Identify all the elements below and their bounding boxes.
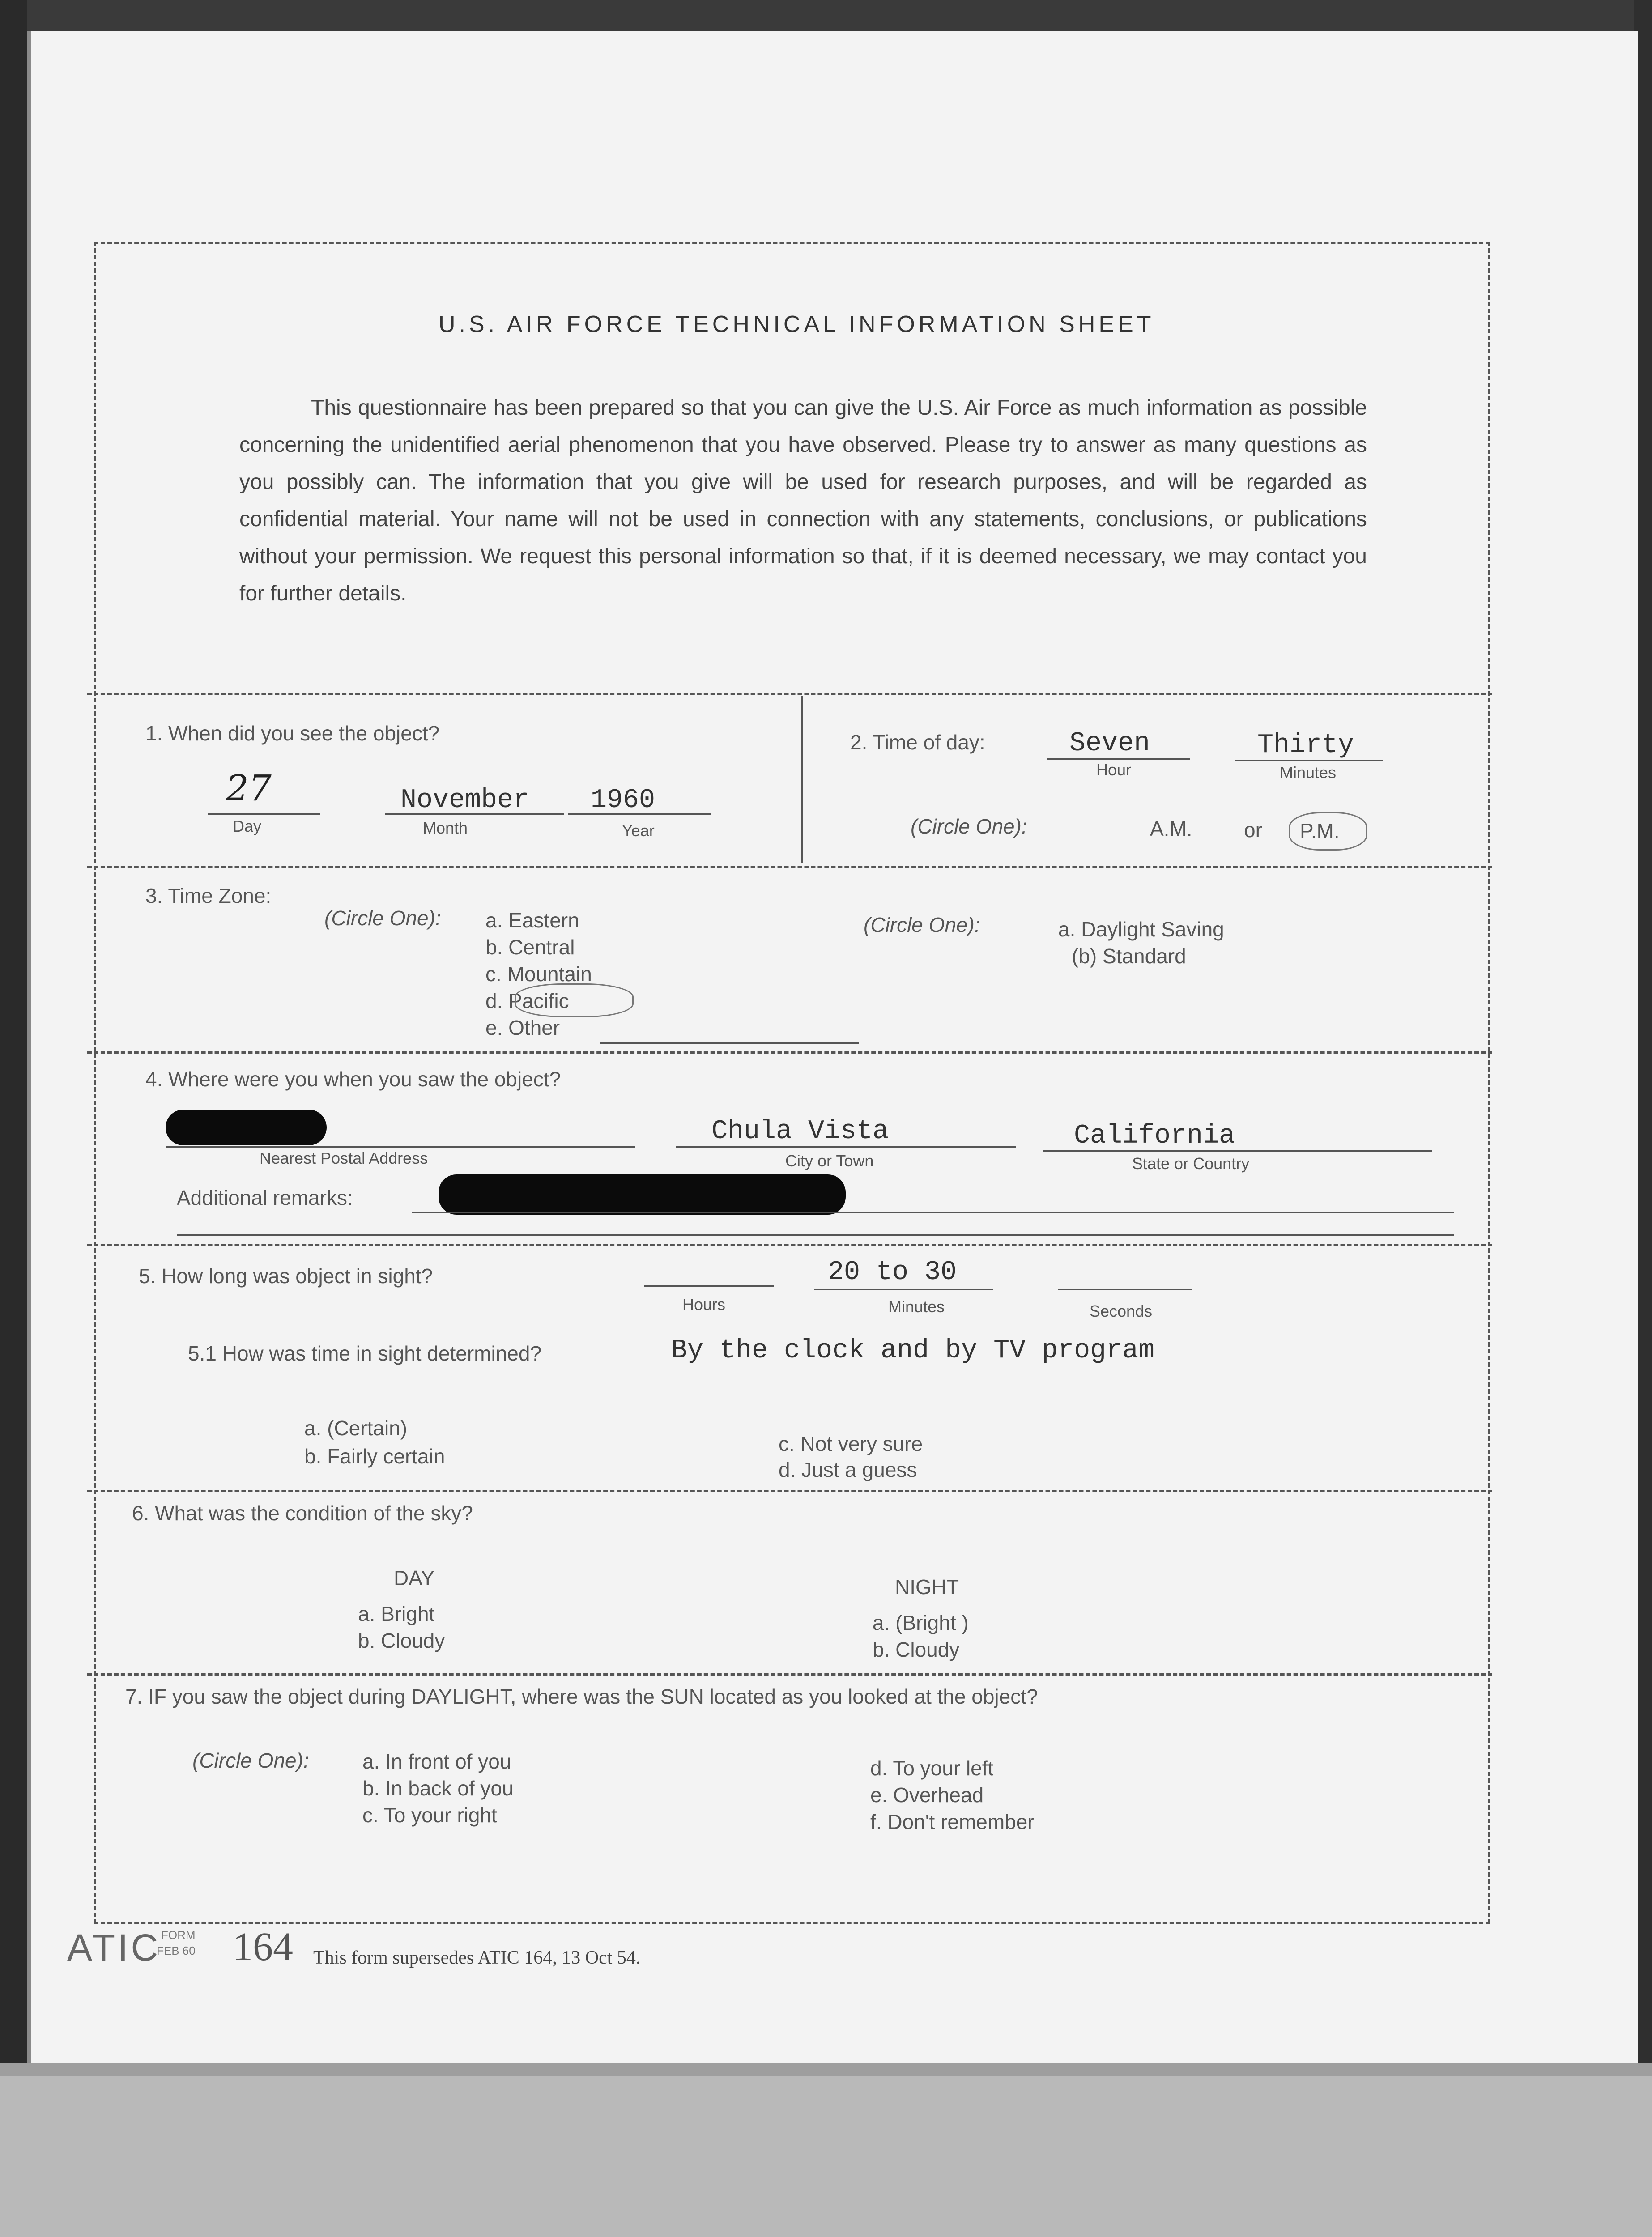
q7-option-d: d. To your left: [870, 1756, 994, 1780]
q2-pm: P.M.: [1300, 819, 1340, 842]
blank-film-area: [0, 2076, 1652, 2237]
q5-option-d: d. Just a guess: [779, 1458, 917, 1481]
q2-minutes-line: [1235, 760, 1383, 761]
q3-option-e: e. Other: [485, 1016, 560, 1039]
q3-pacific-circle: [515, 983, 634, 1017]
q4-state-line: [1043, 1150, 1432, 1152]
q4-address-line: [166, 1146, 635, 1148]
q1-month-value: November: [400, 785, 530, 816]
q5-sub-label: 5.1 How was time in sight determined?: [188, 1342, 542, 1365]
q3-dst-option-a: a. Daylight Saving: [1058, 918, 1224, 941]
form-title: U.S. AIR FORCE TECHNICAL INFORMATION SHEET: [439, 311, 1155, 337]
q3-option-b: b. Central: [485, 936, 575, 959]
q3-other-line: [600, 1042, 859, 1044]
q2-circle-one: (Circle One):: [911, 815, 1027, 838]
q5-option-a: a. (Certain): [304, 1416, 408, 1440]
q5-sub-value: By the clock and by TV program: [671, 1335, 1155, 1366]
q3-circle-one: (Circle One):: [324, 906, 441, 930]
q5-minutes-caption: Minutes: [888, 1297, 945, 1316]
q5-option-b: b. Fairly certain: [304, 1445, 445, 1468]
q2-label: 2. Time of day:: [850, 731, 985, 754]
q4-remarks-label: Additional remarks:: [177, 1186, 353, 1209]
q1-year-caption: Year: [622, 821, 655, 840]
footer-note: This form supersedes ATIC 164, 13 Oct 54.: [313, 1948, 641, 1968]
q1-year-value: 1960: [591, 785, 656, 816]
q1-day-line: [208, 813, 320, 815]
redaction-address: [166, 1110, 327, 1145]
section-divider: [87, 1673, 1492, 1676]
q1-year-line: [568, 813, 711, 815]
q5-seconds-caption: Seconds: [1090, 1302, 1153, 1320]
q4-state-caption: State or Country: [1132, 1154, 1250, 1173]
q5-minutes-line: [814, 1289, 993, 1290]
q5-hours-line: [644, 1285, 774, 1287]
q6-day-heading: DAY: [394, 1566, 435, 1590]
q7-option-c: c. To your right: [362, 1803, 497, 1827]
q2-hour-line: [1047, 758, 1190, 760]
q7-circle-one: (Circle One):: [192, 1749, 309, 1772]
q6-night-heading: NIGHT: [895, 1575, 959, 1599]
footer-atic: ATIC: [67, 1927, 161, 1969]
q4-label: 4. Where were you when you saw the object?: [145, 1067, 561, 1091]
section-divider: [87, 1244, 1492, 1246]
q5-option-c: c. Not very sure: [779, 1432, 923, 1455]
q1-day-value: 27: [226, 767, 272, 809]
q1-month-caption: Month: [423, 819, 468, 837]
q4-city-line: [676, 1146, 1016, 1148]
footer-form-word: FORM: [161, 1928, 196, 1942]
q4-state-value: California: [1074, 1121, 1235, 1151]
q6-label: 6. What was the condition of the sky?: [132, 1501, 473, 1525]
q4-remarks-line-2: [177, 1234, 1454, 1236]
q7-option-b: b. In back of you: [362, 1777, 514, 1800]
q6-day-option-a: a. Bright: [358, 1602, 435, 1625]
q5-label: 5. How long was object in sight?: [139, 1264, 433, 1288]
film-border-left: [0, 0, 27, 2237]
q6-day-option-b: b. Cloudy: [358, 1629, 445, 1652]
q2-hour-caption: Hour: [1096, 761, 1132, 779]
q5-hours-caption: Hours: [682, 1295, 726, 1314]
q5-minutes-value: 20 to 30: [828, 1257, 957, 1288]
q4-address-caption: Nearest Postal Address: [260, 1149, 428, 1167]
q3-circle-one-2: (Circle One):: [864, 913, 980, 936]
footer-feb: FEB 60: [157, 1944, 196, 1957]
film-border-top: [0, 0, 1652, 31]
q6-night-option-a: a. (Bright ): [873, 1611, 969, 1634]
q7-option-f: f. Don't remember: [870, 1810, 1035, 1833]
column-divider: [801, 696, 803, 863]
section-divider: [87, 693, 1492, 695]
q1-month-line: [385, 813, 564, 815]
q3-option-d: d. Pacific: [485, 989, 569, 1012]
q2-minutes-caption: Minutes: [1280, 763, 1337, 782]
q7-option-e: e. Overhead: [870, 1783, 984, 1807]
section-divider: [87, 1490, 1492, 1492]
q7-label: 7. IF you saw the object during DAYLIGHT, where was the SUN located as you looked at the object?: [125, 1685, 1038, 1708]
q3-option-c: c. Mountain: [485, 962, 592, 986]
q2-hour-value: Seven: [1069, 728, 1150, 759]
redaction-remarks: [439, 1174, 846, 1215]
q7-option-a: a. In front of you: [362, 1750, 511, 1773]
intro-paragraph: This questionnaire has been prepared so that you can give the U.S. Air Force as much information as possible concerning the unidentified aerial phenomenon that you have observed. Please try to answer as many questions as you possibly can. The information that you give will be used for research purposes, and will be regarded as confidential material. Your name will not be used in connection with any statements, conclusions, or publications without your permission. We request this personal information so that, if it is deemed necessary, we may contact you for further details.: [239, 396, 1367, 605]
section-divider: [87, 1051, 1492, 1054]
q3-option-a: a. Eastern: [485, 909, 579, 932]
q4-remarks-line: [412, 1212, 1454, 1213]
section-divider: [87, 866, 1492, 868]
q2-am: A.M.: [1150, 817, 1192, 840]
q1-day-caption: Day: [233, 817, 262, 835]
q4-city-caption: City or Town: [785, 1152, 874, 1170]
footer-form-number: 164: [233, 1925, 293, 1969]
q3-label: 3. Time Zone:: [145, 884, 272, 907]
q1-label: 1. When did you see the object?: [145, 722, 440, 745]
q2-pm-circle: [1289, 812, 1367, 851]
q3-dst-option-b: (b) Standard: [1072, 944, 1186, 968]
q4-city-value: Chula Vista: [711, 1116, 889, 1147]
q5-seconds-line: [1058, 1289, 1192, 1290]
q6-night-option-b: b. Cloudy: [873, 1638, 960, 1661]
q2-minutes-value: Thirty: [1257, 730, 1354, 761]
q2-or: or: [1244, 818, 1262, 842]
